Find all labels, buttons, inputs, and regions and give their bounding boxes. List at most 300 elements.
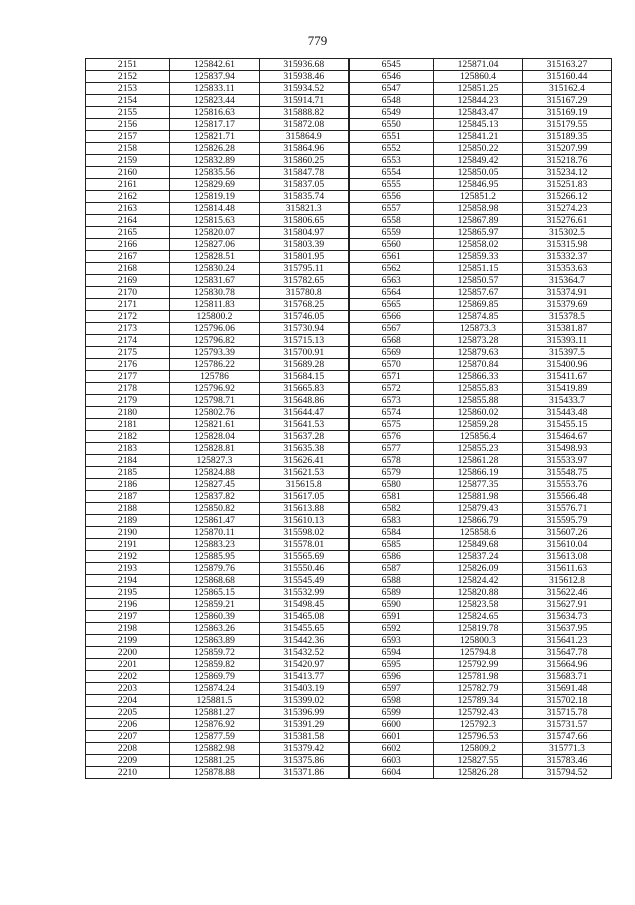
table-row [86, 659, 612, 671]
table-cell-x-coordinate: 125845.13 [434, 119, 523, 131]
table-cell-x-coordinate: 125820.88 [434, 587, 523, 599]
table-row [86, 323, 612, 335]
table-cell-x-coordinate: 125798.71 [170, 395, 260, 407]
table-cell-x-coordinate: 125877.35 [434, 479, 523, 491]
table-cell-x-coordinate: 125855.83 [434, 383, 523, 395]
table-cell-x-coordinate: 125881.27 [170, 707, 260, 719]
table-cell-x-coordinate: 125881.98 [434, 491, 523, 503]
table-cell-point-number: 6583 [349, 515, 434, 527]
table-cell-x-coordinate: 125792.99 [434, 659, 523, 671]
table-cell-y-coordinate: 315498.45 [260, 599, 349, 611]
table-cell-y-coordinate: 315251.83 [523, 179, 612, 191]
table-cell-y-coordinate: 315433.7 [523, 395, 612, 407]
table-cell-y-coordinate: 315610.13 [260, 515, 349, 527]
table-row [86, 263, 612, 275]
table-cell-point-number: 2200 [86, 647, 170, 659]
table-cell-y-coordinate: 315432.52 [260, 647, 349, 659]
table-cell-x-coordinate: 125835.56 [170, 167, 260, 179]
table-row [86, 431, 612, 443]
table-cell-point-number: 2169 [86, 275, 170, 287]
table-cell-x-coordinate: 125819.78 [434, 623, 523, 635]
table-cell-y-coordinate: 315804.97 [260, 227, 349, 239]
table-cell-point-number: 6578 [349, 455, 434, 467]
table-row [86, 515, 612, 527]
table-cell-point-number: 6591 [349, 611, 434, 623]
table-cell-point-number: 6556 [349, 191, 434, 203]
table-row [86, 119, 612, 131]
table-cell-point-number: 2173 [86, 323, 170, 335]
table-cell-x-coordinate: 125842.61 [170, 59, 260, 71]
table-cell-y-coordinate: 315801.95 [260, 251, 349, 263]
table-row [86, 59, 612, 71]
table-cell-point-number: 6568 [349, 335, 434, 347]
table-cell-point-number: 2195 [86, 587, 170, 599]
table-cell-y-coordinate: 315806.65 [260, 215, 349, 227]
table-cell-y-coordinate: 315641.23 [523, 635, 612, 647]
table-row [86, 479, 612, 491]
table-cell-point-number: 2155 [86, 107, 170, 119]
table-row [86, 347, 612, 359]
table-cell-point-number: 2153 [86, 83, 170, 95]
table-cell-x-coordinate: 125796.53 [434, 731, 523, 743]
table-cell-y-coordinate: 315864.96 [260, 143, 349, 155]
table-cell-point-number: 2188 [86, 503, 170, 515]
table-cell-point-number: 6602 [349, 743, 434, 755]
table-cell-y-coordinate: 315533.97 [523, 455, 612, 467]
table-cell-point-number: 6592 [349, 623, 434, 635]
table-cell-x-coordinate: 125881.25 [170, 755, 260, 767]
table-cell-x-coordinate: 125820.07 [170, 227, 260, 239]
table-cell-y-coordinate: 315576.71 [523, 503, 612, 515]
table-cell-y-coordinate: 315771.3 [523, 743, 612, 755]
table-cell-x-coordinate: 125828.04 [170, 431, 260, 443]
table-cell-y-coordinate: 315627.91 [523, 599, 612, 611]
table-cell-point-number: 6560 [349, 239, 434, 251]
table-cell-point-number: 6567 [349, 323, 434, 335]
table-cell-x-coordinate: 125868.68 [170, 575, 260, 587]
table-cell-x-coordinate: 125858.6 [434, 527, 523, 539]
table-cell-x-coordinate: 125827.55 [434, 755, 523, 767]
table-cell-x-coordinate: 125879.63 [434, 347, 523, 359]
table-cell-x-coordinate: 125869.79 [170, 671, 260, 683]
table-cell-x-coordinate: 125870.84 [434, 359, 523, 371]
table-cell-y-coordinate: 315375.86 [260, 755, 349, 767]
table-cell-y-coordinate: 315847.78 [260, 167, 349, 179]
table-cell-x-coordinate: 125850.22 [434, 143, 523, 155]
table-cell-x-coordinate: 125829.69 [170, 179, 260, 191]
table-cell-y-coordinate: 315234.12 [523, 167, 612, 179]
table-cell-y-coordinate: 315835.74 [260, 191, 349, 203]
table-cell-y-coordinate: 315613.88 [260, 503, 349, 515]
table-cell-y-coordinate: 315332.37 [523, 251, 612, 263]
table-cell-y-coordinate: 315648.86 [260, 395, 349, 407]
table-cell-x-coordinate: 125821.61 [170, 419, 260, 431]
table-row [86, 443, 612, 455]
table-cell-x-coordinate: 125855.23 [434, 443, 523, 455]
table-cell-y-coordinate: 315665.83 [260, 383, 349, 395]
table-cell-x-coordinate: 125849.42 [434, 155, 523, 167]
table-cell-x-coordinate: 125844.23 [434, 95, 523, 107]
table-cell-x-coordinate: 125858.02 [434, 239, 523, 251]
table-cell-x-coordinate: 125793.39 [170, 347, 260, 359]
table-row [86, 755, 612, 767]
table-cell-y-coordinate: 315374.91 [523, 287, 612, 299]
table-cell-point-number: 2157 [86, 131, 170, 143]
table-cell-x-coordinate: 125824.42 [434, 575, 523, 587]
table-row [86, 143, 612, 155]
table-row [86, 311, 612, 323]
table-cell-point-number: 6584 [349, 527, 434, 539]
table-cell-x-coordinate: 125830.78 [170, 287, 260, 299]
table-cell-y-coordinate: 315545.49 [260, 575, 349, 587]
table-cell-y-coordinate: 315611.63 [523, 563, 612, 575]
table-cell-point-number: 2152 [86, 71, 170, 83]
table-cell-x-coordinate: 125826.09 [434, 563, 523, 575]
table-cell-point-number: 2167 [86, 251, 170, 263]
table-cell-x-coordinate: 125876.92 [170, 719, 260, 731]
table-row [86, 167, 612, 179]
table-cell-y-coordinate: 315641.53 [260, 419, 349, 431]
table-cell-y-coordinate: 315378.5 [523, 311, 612, 323]
table-cell-y-coordinate: 315420.97 [260, 659, 349, 671]
table-cell-y-coordinate: 315565.69 [260, 551, 349, 563]
table-cell-x-coordinate: 125850.82 [170, 503, 260, 515]
table-cell-x-coordinate: 125837.82 [170, 491, 260, 503]
table-cell-x-coordinate: 125827.06 [170, 239, 260, 251]
table-row [86, 563, 612, 575]
table-cell-point-number: 6579 [349, 467, 434, 479]
table-cell-point-number: 2208 [86, 743, 170, 755]
table-cell-x-coordinate: 125849.68 [434, 539, 523, 551]
table-cell-x-coordinate: 125863.89 [170, 635, 260, 647]
table-cell-point-number: 6563 [349, 275, 434, 287]
table-cell-y-coordinate: 315730.94 [260, 323, 349, 335]
table-row [86, 203, 612, 215]
table-cell-y-coordinate: 315379.42 [260, 743, 349, 755]
table-row [86, 83, 612, 95]
table-cell-y-coordinate: 315622.46 [523, 587, 612, 599]
table-cell-x-coordinate: 125786.22 [170, 359, 260, 371]
table-cell-point-number: 2174 [86, 335, 170, 347]
table-cell-x-coordinate: 125879.76 [170, 563, 260, 575]
table-cell-point-number: 2203 [86, 683, 170, 695]
table-cell-y-coordinate: 315637.95 [523, 623, 612, 635]
table-cell-point-number: 6555 [349, 179, 434, 191]
table-cell-y-coordinate: 315747.66 [523, 731, 612, 743]
table-cell-point-number: 2151 [86, 59, 170, 71]
table-cell-x-coordinate: 125819.19 [170, 191, 260, 203]
table-cell-y-coordinate: 315371.86 [260, 767, 349, 779]
table-cell-x-coordinate: 125867.89 [434, 215, 523, 227]
table-cell-x-coordinate: 125800.2 [170, 311, 260, 323]
table-cell-x-coordinate: 125860.02 [434, 407, 523, 419]
table-row [86, 731, 612, 743]
table-cell-x-coordinate: 125859.33 [434, 251, 523, 263]
table-cell-point-number: 2204 [86, 695, 170, 707]
table-row [86, 371, 612, 383]
table-cell-point-number: 2166 [86, 239, 170, 251]
table-cell-y-coordinate: 315391.29 [260, 719, 349, 731]
table-cell-point-number: 6548 [349, 95, 434, 107]
table-row [86, 539, 612, 551]
table-cell-x-coordinate: 125786 [170, 371, 260, 383]
table-cell-y-coordinate: 315160.44 [523, 71, 612, 83]
table-cell-point-number: 2189 [86, 515, 170, 527]
table-cell-point-number: 6575 [349, 419, 434, 431]
table-cell-y-coordinate: 315860.25 [260, 155, 349, 167]
table-cell-x-coordinate: 125865.15 [170, 587, 260, 599]
table-cell-y-coordinate: 315803.39 [260, 239, 349, 251]
table-cell-point-number: 6603 [349, 755, 434, 767]
table-cell-y-coordinate: 315768.25 [260, 299, 349, 311]
table-cell-x-coordinate: 125800.3 [434, 635, 523, 647]
table-cell-point-number: 6546 [349, 71, 434, 83]
table-cell-y-coordinate: 315934.52 [260, 83, 349, 95]
table-cell-point-number: 2177 [86, 371, 170, 383]
table-cell-point-number: 2194 [86, 575, 170, 587]
coordinates-table-body [86, 59, 612, 779]
table-cell-x-coordinate: 125883.23 [170, 539, 260, 551]
table-cell-y-coordinate: 315794.52 [523, 767, 612, 779]
table-cell-y-coordinate: 315731.57 [523, 719, 612, 731]
table-cell-x-coordinate: 125826.28 [170, 143, 260, 155]
table-cell-y-coordinate: 315864.9 [260, 131, 349, 143]
table-cell-y-coordinate: 315821.3 [260, 203, 349, 215]
table-cell-y-coordinate: 315399.02 [260, 695, 349, 707]
table-cell-y-coordinate: 315746.05 [260, 311, 349, 323]
table-cell-x-coordinate: 125827.45 [170, 479, 260, 491]
table-cell-x-coordinate: 125830.24 [170, 263, 260, 275]
table-cell-x-coordinate: 125817.17 [170, 119, 260, 131]
table-cell-y-coordinate: 315914.71 [260, 95, 349, 107]
table-cell-point-number: 2206 [86, 719, 170, 731]
table-cell-x-coordinate: 125828.81 [170, 443, 260, 455]
coordinates-table [85, 58, 612, 779]
table-cell-y-coordinate: 315207.99 [523, 143, 612, 155]
table-row [86, 467, 612, 479]
table-row [86, 683, 612, 695]
table-cell-point-number: 6574 [349, 407, 434, 419]
table-cell-x-coordinate: 125850.05 [434, 167, 523, 179]
table-cell-y-coordinate: 315783.46 [523, 755, 612, 767]
table-cell-y-coordinate: 315664.96 [523, 659, 612, 671]
table-row [86, 635, 612, 647]
table-cell-point-number: 2186 [86, 479, 170, 491]
table-cell-point-number: 6580 [349, 479, 434, 491]
table-cell-y-coordinate: 315613.08 [523, 551, 612, 563]
table-row [86, 407, 612, 419]
table-cell-y-coordinate: 315455.15 [523, 419, 612, 431]
table-row [86, 623, 612, 635]
table-cell-point-number: 6587 [349, 563, 434, 575]
table-cell-x-coordinate: 125851.25 [434, 83, 523, 95]
table-cell-y-coordinate: 315635.38 [260, 443, 349, 455]
table-cell-y-coordinate: 315443.48 [523, 407, 612, 419]
table-cell-x-coordinate: 125860.39 [170, 611, 260, 623]
table-cell-y-coordinate: 315837.05 [260, 179, 349, 191]
table-cell-point-number: 6554 [349, 167, 434, 179]
table-cell-y-coordinate: 315715.78 [523, 707, 612, 719]
table-cell-x-coordinate: 125831.67 [170, 275, 260, 287]
table-cell-x-coordinate: 125866.79 [434, 515, 523, 527]
table-cell-x-coordinate: 125796.92 [170, 383, 260, 395]
table-cell-point-number: 2192 [86, 551, 170, 563]
table-cell-x-coordinate: 125827.3 [170, 455, 260, 467]
table-cell-x-coordinate: 125860.4 [434, 71, 523, 83]
table-cell-point-number: 6566 [349, 311, 434, 323]
table-cell-point-number: 2181 [86, 419, 170, 431]
table-row [86, 131, 612, 143]
table-row [86, 527, 612, 539]
table-cell-x-coordinate: 125837.24 [434, 551, 523, 563]
table-cell-y-coordinate: 315598.02 [260, 527, 349, 539]
table-row [86, 695, 612, 707]
table-cell-point-number: 2202 [86, 671, 170, 683]
table-cell-y-coordinate: 315702.18 [523, 695, 612, 707]
table-cell-y-coordinate: 315634.73 [523, 611, 612, 623]
table-cell-x-coordinate: 125871.04 [434, 59, 523, 71]
table-cell-point-number: 6552 [349, 143, 434, 155]
table-cell-y-coordinate: 315621.53 [260, 467, 349, 479]
table-row [86, 191, 612, 203]
table-cell-point-number: 2158 [86, 143, 170, 155]
table-cell-x-coordinate: 125881.5 [170, 695, 260, 707]
table-cell-y-coordinate: 315595.79 [523, 515, 612, 527]
table-cell-x-coordinate: 125823.58 [434, 599, 523, 611]
table-cell-point-number: 2191 [86, 539, 170, 551]
table-cell-point-number: 6557 [349, 203, 434, 215]
table-cell-x-coordinate: 125802.76 [170, 407, 260, 419]
table-cell-point-number: 6600 [349, 719, 434, 731]
table-cell-x-coordinate: 125824.65 [434, 611, 523, 623]
table-cell-y-coordinate: 315381.87 [523, 323, 612, 335]
table-cell-y-coordinate: 315553.76 [523, 479, 612, 491]
table-row [86, 335, 612, 347]
table-row [86, 719, 612, 731]
table-cell-y-coordinate: 315397.5 [523, 347, 612, 359]
table-cell-point-number: 6565 [349, 299, 434, 311]
table-cell-y-coordinate: 315936.68 [260, 59, 349, 71]
table-cell-point-number: 2162 [86, 191, 170, 203]
table-cell-x-coordinate: 125826.28 [434, 767, 523, 779]
table-cell-point-number: 2176 [86, 359, 170, 371]
table-cell-y-coordinate: 315691.48 [523, 683, 612, 695]
table-cell-point-number: 2159 [86, 155, 170, 167]
table-cell-y-coordinate: 315381.58 [260, 731, 349, 743]
table-cell-x-coordinate: 125837.94 [170, 71, 260, 83]
table-cell-x-coordinate: 125870.11 [170, 527, 260, 539]
table-cell-y-coordinate: 315396.99 [260, 707, 349, 719]
table-cell-y-coordinate: 315938.46 [260, 71, 349, 83]
table-cell-point-number: 6562 [349, 263, 434, 275]
table-row [86, 587, 612, 599]
table-cell-y-coordinate: 315626.41 [260, 455, 349, 467]
table-cell-point-number: 6549 [349, 107, 434, 119]
table-cell-x-coordinate: 125816.63 [170, 107, 260, 119]
table-cell-point-number: 2182 [86, 431, 170, 443]
table-cell-y-coordinate: 315782.65 [260, 275, 349, 287]
table-row [86, 239, 612, 251]
table-cell-y-coordinate: 315644.47 [260, 407, 349, 419]
table-cell-x-coordinate: 125861.28 [434, 455, 523, 467]
table-cell-x-coordinate: 125882.98 [170, 743, 260, 755]
table-cell-y-coordinate: 315566.48 [523, 491, 612, 503]
table-cell-point-number: 6561 [349, 251, 434, 263]
table-cell-y-coordinate: 315442.36 [260, 635, 349, 647]
table-cell-point-number: 6569 [349, 347, 434, 359]
table-cell-x-coordinate: 125885.95 [170, 551, 260, 563]
table-cell-point-number: 2183 [86, 443, 170, 455]
table-cell-point-number: 2199 [86, 635, 170, 647]
table-cell-point-number: 2190 [86, 527, 170, 539]
table-row [86, 71, 612, 83]
table-cell-y-coordinate: 315700.91 [260, 347, 349, 359]
table-cell-y-coordinate: 315548.75 [523, 467, 612, 479]
table-row [86, 275, 612, 287]
table-row [86, 179, 612, 191]
table-cell-point-number: 6553 [349, 155, 434, 167]
table-cell-x-coordinate: 125789.34 [434, 695, 523, 707]
table-cell-x-coordinate: 125814.48 [170, 203, 260, 215]
table-row [86, 551, 612, 563]
table-cell-x-coordinate: 125796.82 [170, 335, 260, 347]
table-row [86, 455, 612, 467]
table-cell-y-coordinate: 315411.67 [523, 371, 612, 383]
table-cell-point-number: 2187 [86, 491, 170, 503]
table-cell-point-number: 2210 [86, 767, 170, 779]
table-cell-x-coordinate: 125833.11 [170, 83, 260, 95]
table-cell-x-coordinate: 125851.2 [434, 191, 523, 203]
table-cell-y-coordinate: 315393.11 [523, 335, 612, 347]
table-cell-x-coordinate: 125873.3 [434, 323, 523, 335]
table-cell-x-coordinate: 125859.82 [170, 659, 260, 671]
table-cell-point-number: 2197 [86, 611, 170, 623]
table-cell-y-coordinate: 315550.46 [260, 563, 349, 575]
table-cell-x-coordinate: 125824.88 [170, 467, 260, 479]
table-cell-x-coordinate: 125792.43 [434, 707, 523, 719]
table-cell-y-coordinate: 315302.5 [523, 227, 612, 239]
table-cell-x-coordinate: 125796.06 [170, 323, 260, 335]
table-cell-y-coordinate: 315266.12 [523, 191, 612, 203]
table-cell-y-coordinate: 315400.96 [523, 359, 612, 371]
table-cell-x-coordinate: 125878.88 [170, 767, 260, 779]
table-cell-x-coordinate: 125794.8 [434, 647, 523, 659]
table-cell-x-coordinate: 125879.43 [434, 503, 523, 515]
table-cell-point-number: 2198 [86, 623, 170, 635]
table-cell-point-number: 6577 [349, 443, 434, 455]
table-cell-x-coordinate: 125781.98 [434, 671, 523, 683]
table-cell-y-coordinate: 315162.4 [523, 83, 612, 95]
table-cell-y-coordinate: 315167.29 [523, 95, 612, 107]
table-cell-point-number: 2179 [86, 395, 170, 407]
table-cell-y-coordinate: 315379.69 [523, 299, 612, 311]
table-cell-y-coordinate: 315684.15 [260, 371, 349, 383]
table-cell-point-number: 2209 [86, 755, 170, 767]
table-cell-point-number: 2160 [86, 167, 170, 179]
table-row [86, 107, 612, 119]
table-cell-x-coordinate: 125855.88 [434, 395, 523, 407]
table-cell-x-coordinate: 125874.24 [170, 683, 260, 695]
table-cell-point-number: 6576 [349, 431, 434, 443]
table-cell-x-coordinate: 125859.72 [170, 647, 260, 659]
table-cell-point-number: 2175 [86, 347, 170, 359]
table-cell-point-number: 2201 [86, 659, 170, 671]
table-cell-y-coordinate: 315780.8 [260, 287, 349, 299]
table-cell-y-coordinate: 315274.23 [523, 203, 612, 215]
table-cell-point-number: 6601 [349, 731, 434, 743]
table-cell-x-coordinate: 125866.33 [434, 371, 523, 383]
table-cell-y-coordinate: 315464.67 [523, 431, 612, 443]
